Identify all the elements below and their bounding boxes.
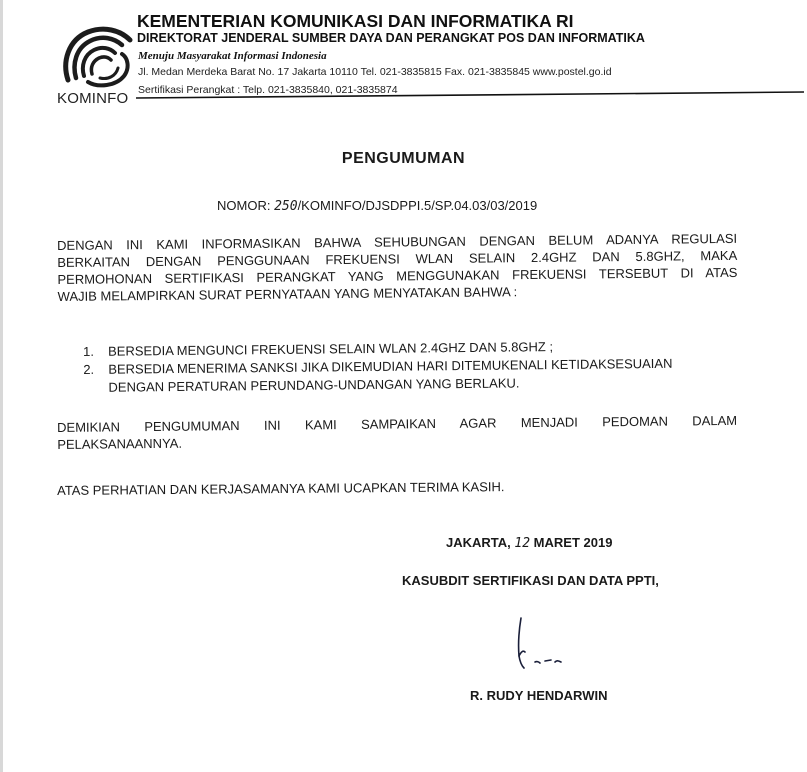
paragraph-intro	[57, 230, 738, 305]
paragraph-line: DEMIKIAN PENGUMUMAN INI KAMI SAMPAIKAN AGAR MENJADI PEDOMAN DALAM	[57, 412, 738, 435]
month-year: MARET 2019	[533, 535, 613, 550]
paragraph-line: DENGAN INI KAMI INFORMASIKAN BAHWA SEHUBUNGAN DENGAN BELUM ADANYA REGULASI	[57, 230, 738, 253]
list-text: BERSEDIA MENERIMA SANKSI JIKA DIKEMUDIAN HARI DITEMUKENALI KETIDAKSESUAIAN	[108, 355, 673, 377]
signer-name: R. RUDY HENDARWIN	[470, 688, 608, 703]
motto: Menuju Masyarakat Informasi Indonesia	[138, 50, 327, 62]
day-handwritten: 12	[514, 536, 531, 551]
list-text-continued: DENGAN PERATURAN PERUNDANG-UNDANGAN YANG BERLAKU.	[108, 375, 520, 395]
place: JAKARTA,	[446, 535, 511, 550]
number-label: NOMOR:	[217, 198, 271, 213]
list-item	[83, 354, 743, 397]
logo-wordmark: KOMINFO	[57, 90, 129, 107]
document-title: PENGUMUMAN	[341, 150, 466, 167]
certification-contact: Sertifikasi Perangkat : Telp. 021-3835840, 021-3835874	[138, 84, 398, 96]
paragraph-closing	[57, 412, 737, 453]
paragraph-thanks: ATAS PERHATIAN DAN KERJASAMANYA KAMI UCAPKAN TERIMA KASIH.	[57, 479, 505, 498]
ministry-name: KEMENTERIAN KOMUNIKASI DAN INFORMATIKA RI	[137, 11, 574, 31]
kominfo-logo-icon	[58, 22, 138, 92]
list-number: 2.	[83, 361, 95, 377]
directorate-name: DIREKTORAT JENDERAL SUMBER DAYA DAN PERANGKAT POS DAN INFORMATIKA	[137, 31, 645, 45]
scan-edge	[0, 0, 3, 772]
requirements-list	[83, 336, 744, 397]
address-line: Jl. Medan Merdeka Barat No. 17 Jakarta 10110 Tel. 021-3835815 Fax. 021-3835845 www.postel.go.id	[138, 66, 612, 78]
number-handwritten: 250	[274, 199, 298, 214]
paragraph-line: WAJIB MELAMPIRKAN SURAT PERNYATAAN YANG MENYATAKAN BAHWA :	[57, 284, 518, 304]
paragraph-line: PELAKSANAANNYA.	[57, 435, 183, 452]
number-rest: /KOMINFO/DJSDPPI.5/SP.04.03/03/2019	[297, 198, 538, 213]
paragraph-line: BERKAITAN DENGAN PENGGUNAAN FREKUENSI WLAN SELAIN 2.4GHZ DAN 5.8GHZ, MAKA	[57, 247, 738, 270]
place-date	[446, 535, 612, 551]
letterhead-rule	[136, 88, 806, 100]
signer-position: KASUBDIT SERTIFIKASI DAN DATA PPTI,	[402, 573, 659, 588]
signature-icon	[505, 612, 585, 672]
list-text: BERSEDIA MENGUNCI FREKUENSI SELAIN WLAN 2.4GHZ DAN 5.8GHZ ;	[108, 339, 554, 359]
list-number: 1.	[83, 343, 95, 359]
paragraph-line: PERMOHONAN SERTIFIKASI PERANGKAT YANG MENGGUNAKAN FREKUENSI TERSEBUT DI ATAS	[57, 264, 738, 287]
document-number	[217, 198, 537, 214]
